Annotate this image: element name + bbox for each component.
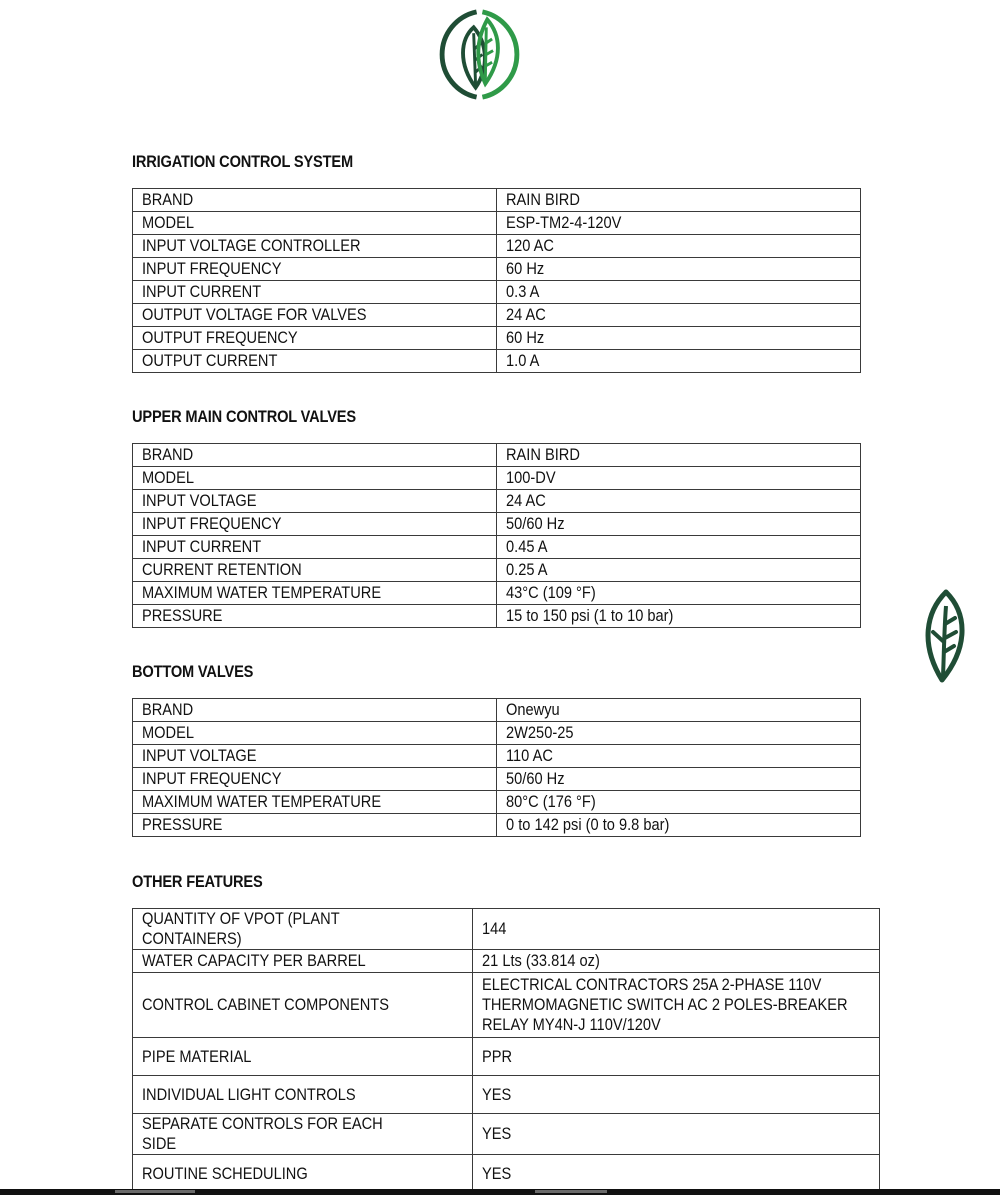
row-value: 60 Hz <box>506 328 545 347</box>
row-label: OUTPUT CURRENT <box>142 351 278 370</box>
row-value-line: THERMOMAGNETIC SWITCH AC 2 POLES-BREAKER <box>482 995 848 1014</box>
row-label: INPUT CURRENT <box>142 282 262 301</box>
table-row <box>133 281 861 304</box>
row-value: 24 AC <box>506 305 546 324</box>
scroll-mark <box>535 1190 607 1193</box>
table-row <box>133 1114 880 1155</box>
table-row <box>133 444 861 467</box>
row-value: 15 to 150 psi (1 to 10 bar) <box>506 606 674 625</box>
row-label: OUTPUT FREQUENCY <box>142 328 298 347</box>
upper-valves-spec-table <box>132 443 861 628</box>
row-label: MAXIMUM WATER TEMPERATURE <box>142 792 382 811</box>
row-value: 50/60 Hz <box>506 769 565 788</box>
row-label: WATER CAPACITY PER BARREL <box>142 951 366 970</box>
table-row <box>133 1155 880 1193</box>
table-row <box>133 605 861 628</box>
section-title-bottom-valves: BOTTOM VALVES <box>132 662 254 681</box>
row-value-line: RELAY MY4N-J 110V/120V <box>482 1015 661 1034</box>
table-row <box>133 699 861 722</box>
table-row <box>133 814 861 837</box>
row-label: MODEL <box>142 213 195 232</box>
row-label: BRAND <box>142 190 194 209</box>
table-row <box>133 327 861 350</box>
row-value: RAIN BIRD <box>506 445 580 464</box>
row-label: INPUT FREQUENCY <box>142 259 282 278</box>
table-row <box>133 536 861 559</box>
table-row <box>133 768 861 791</box>
irrigation-spec-table <box>132 188 861 373</box>
table-row <box>133 212 861 235</box>
other-features-table <box>132 908 880 1193</box>
leaf-circle-logo-icon <box>431 6 528 103</box>
row-label: BRAND <box>142 445 194 464</box>
row-label: INPUT VOLTAGE <box>142 746 257 765</box>
row-label: INPUT VOLTAGE <box>142 491 257 510</box>
section-title-irrigation: IRRIGATION CONTROL SYSTEM <box>132 152 353 171</box>
row-value: PPR <box>482 1046 513 1066</box>
table-row <box>133 304 861 327</box>
table-row <box>133 1038 880 1076</box>
row-value: RAIN BIRD <box>506 190 580 209</box>
table-row <box>133 973 880 1038</box>
row-value: Onewyu <box>506 700 560 719</box>
row-value-line: ELECTRICAL CONTRACTORS 25A 2-PHASE 110V <box>482 975 822 994</box>
row-value: 80°C (176 °F) <box>506 792 596 811</box>
table-row <box>133 745 861 768</box>
section-title-upper-valves: UPPER MAIN CONTROL VALVES <box>132 407 356 426</box>
table-row <box>133 490 861 513</box>
row-value: 0.25 A <box>506 560 548 579</box>
row-value: 1.0 A <box>506 351 540 370</box>
row-label: SEPARATE CONTROLS FOR EACH SIDE <box>142 1114 383 1153</box>
table-row <box>133 582 861 605</box>
table-row <box>133 559 861 582</box>
table-row <box>133 467 861 490</box>
row-value: 120 AC <box>506 236 554 255</box>
row-value: 2W250-25 <box>506 723 574 742</box>
row-label: PRESSURE <box>142 815 223 834</box>
row-value: ESP-TM2-4-120V <box>506 213 622 232</box>
table-row <box>133 722 861 745</box>
table-row <box>133 791 861 814</box>
row-value: 50/60 Hz <box>506 514 565 533</box>
table-row <box>133 235 861 258</box>
table-row <box>133 950 880 973</box>
row-label: OUTPUT VOLTAGE FOR VALVES <box>142 305 367 324</box>
row-value: YES <box>482 1163 512 1183</box>
table-row <box>133 350 861 373</box>
row-value: 144 <box>482 919 507 938</box>
row-value: 60 Hz <box>506 259 545 278</box>
row-value: 0.45 A <box>506 537 548 556</box>
row-label: INPUT FREQUENCY <box>142 769 282 788</box>
row-label: INPUT VOLTAGE CONTROLLER <box>142 236 361 255</box>
row-label: QUANTITY OF VPOT (PLANT CONTAINERS) <box>142 909 340 948</box>
row-label: CONTROL CABINET COMPONENTS <box>142 995 389 1014</box>
row-value: YES <box>482 1084 512 1104</box>
row-label: ROUTINE SCHEDULING <box>142 1163 308 1183</box>
row-label: INDIVIDUAL LIGHT CONTROLS <box>142 1084 356 1104</box>
row-value: 21 Lts (33.814 oz) <box>482 951 600 970</box>
scroll-mark <box>115 1190 195 1193</box>
row-value: 100-DV <box>506 468 556 487</box>
row-label: MODEL <box>142 468 195 487</box>
row-label: PIPE MATERIAL <box>142 1046 252 1066</box>
row-value: 0 to 142 psi (0 to 9.8 bar) <box>506 815 670 834</box>
bottom-valves-spec-table <box>132 698 861 837</box>
row-label: MAXIMUM WATER TEMPERATURE <box>142 583 382 602</box>
row-label: INPUT FREQUENCY <box>142 514 282 533</box>
row-label: PRESSURE <box>142 606 223 625</box>
table-row <box>133 258 861 281</box>
leaf-icon <box>918 588 974 684</box>
row-value: 24 AC <box>506 491 546 510</box>
row-label: CURRENT RETENTION <box>142 560 302 579</box>
row-label: INPUT CURRENT <box>142 537 262 556</box>
table-row <box>133 1076 880 1114</box>
table-row <box>133 189 861 212</box>
row-value: 110 AC <box>506 746 553 765</box>
row-label: MODEL <box>142 723 195 742</box>
row-value: YES <box>482 1124 512 1143</box>
row-label: BRAND <box>142 700 194 719</box>
section-title-other-features: OTHER FEATURES <box>132 872 263 891</box>
table-row <box>133 909 880 950</box>
row-value: 0.3 A <box>506 282 540 301</box>
row-value: 43°C (109 °F) <box>506 583 596 602</box>
table-row <box>133 513 861 536</box>
